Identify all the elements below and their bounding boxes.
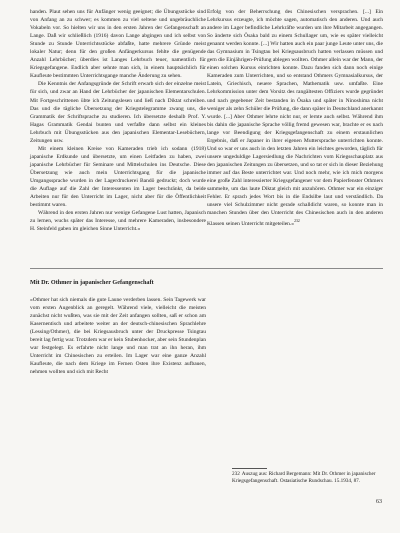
section-heading: Mit Dr. Othmer in japanischer Gefangenschaft	[30, 279, 154, 286]
paragraph: handen. Plaut sehen uns für Anfänger wenig geeignet; die Übungsstücke sind von Anfang an zu schwer; es kommen zu viel seltene und ungebräuchliche Vokabeln vor. So hielten wir uns in den ersten Jahren der Gefangenschaft an Lange. Daß wir schließlich (1916) davon Lange abgingen und ich selbst von Stunde zu Stunde Unterrichtsstücke abfaßte, hatte mehrere Gründe meist lokaler Natur; denn für den großen Anfängerkursus fehlte die genügende Anzahl Lehrbücher; überdies ist Langes Lehrbuch teuer, namentlich für Kriegsgefangene. Endlich aber sehnte man sich, in einem hauptsächlich für Kaufleute bestimmten Unterrichtsgange manche Änderung zu sehen.	[30, 9, 206, 80]
right-text-column	[207, 8, 383, 228]
footnote-marker: 232	[294, 219, 300, 224]
footnote-rule	[232, 468, 267, 469]
paragraph: Die Kenntnis der Anfangsgründe der Schrift erwarb sich der einzelne meist für sich, und zwar an Hand der Lehrbücher der japanischen Elementarschulen. Mit Fortgeschrittenen übte ich Zeitungslesen und ließ nach Diktat schreiben. Das und die tägliche Übersetzung der Kriegstelegramme zwang uns, die Grammatik der Schriftsprache zu studieren. Ich übersetzte deshalb Prof. Y. Hagas Grammatik Gendai bunten und verfaßte dann selbst ein kleines Lehrbuch mit Übungsstücken aus den japanischen Elementar-Lesebüchern, Zeitungen usw.	[30, 81, 206, 144]
paragraph	[207, 8, 383, 228]
section-text-column	[30, 296, 206, 376]
footnote	[232, 471, 383, 485]
quote-text: Erfolg von der Beherrschung des Chinesischen versprachen. [...] Ein Lehrkursus erzeugte, ich möchte sagen, automatisch den anderen. Und auch andere im Lager befindliche Lehrkräfte wurden um ihre Mitarbeit angegangen. So änderte sich Ōsaka bald zu einem Schullager um, wie es später vielleicht genannt werden konnte. [...] Wir hatten auch ein paar junge Leute unter uns, die das Gymnasium in Tsingtau bei Kriegsausbruch hatten verlassen müssen und gern die Einjährigen-Prüfung ablegen wollten. Othmer allein war der Mann, der einen solchen Kursus einrichten konnte. Dazu fanden sich dann noch einige Kameraden zum Unterrichten, und so entstand Othmers Gymnasialkursus, der Latein, Griechisch, neuere Sprachen, Mathematik usw. umfaßte. Eine Lehrkommission unter dem Vorsitz des rangältesten Offiziers wurde gegründet und nach gegebener Zeit bestanden in Ōsaka und später in Ninoshima nicht weniger als zehn Schüler die Prüfung, die dann später in Deutschland anerkannt wurde. [...] Aber Othmer lehrte nicht nur, er lernte auch selbst. Während ihm bis dahin die japanische Sprache völlig fremd gewesen war, brachte er es nach lange vor Beendigung der Kriegsgefangenschaft zu einem erstaunlichen Ergebnis, daß er Japaner in ihrer eigenen Muttersprache unterrichten konnte. Und so war er uns auch in den letzten Jahren ein leichtes geworden, täglich für unsere ungeduldige Lagersiedlung die Nachrichten vom Kriegsschauplatz aus den japanischen Zeitungen zu übersetzen, und so tat er sich in dieser Beziehung immer auf das Beste unterrichtet war. Und noch mehr, wie ich mich morgens eine große Zahl interessierter Kriegsgefangener vor dem Papierfenster Othmers sammelte, um das laute Diktat gleich mit anzuhören. Othmer war ein einziger Fehler. Er sprach jedes Wort bis in die Endsilbe laut und verständlich. Da unsere viel Schulzimmer nicht gerade schalldicht waren, so konnte man in manchen Stunden über den Unterricht des Chinesischen auch in den anderen Klassen seinen Unterricht mitgeteilen.»	[207, 9, 383, 228]
left-text-column	[30, 8, 206, 233]
section-divider	[30, 268, 383, 269]
paragraph: Während in den ersten Jahren nur wenige Gefangene Lust hatten, Japanisch zu lernen, wuchs später das Interesse, und mehrere Kameraden, insbesondere H. Steinfeld gaben im gleichen Sinne Unterricht.»	[30, 210, 206, 233]
page-number: 63	[376, 499, 382, 505]
footnote-text: Auszug aus: Richard Bergemann: Mit Dr. Othmer in japanischer Kriegsgefangenschaft. Ostasiatische Rundschau. 15.1934, 87.	[232, 471, 376, 485]
footnote-number: 232	[232, 471, 240, 477]
paragraph: Mit einem kleinen Kreise von Kameraden trieb ich sodann (1918) japanische Erdkunde und übersetzte, um einen Leitfaden zu haben, zwei japanische Lehrbücher für Seminare und Mittelschulen ins Deutsche. Diese Übersetzung wie auch mein Unterrichtsgang für die japanische Umgangssprache wurden in der Lagerdruckerei Bandō gedruckt; doch wurde die Auflage auf die Zahl der Interessenten im Lager beschränkt, da beide Arbeiten nur für den Unterricht im Lager, nicht aber für die Öffentlichkeit bestimmt waren.	[30, 145, 206, 209]
paragraph: «Othmer hat sich niemals die gute Laune verderben lassen. Sein Tagewerk war vom ersten Augenblick an geregelt. Während viele, vielleicht die meisten zunächst nicht wußten, was sie mit der Zeit anfangen sollten, saß er schon am Kasernentisch und arbeitete weiter an der deutsch-chinesischen Sprachlehre (Lessing/Othmer), die bei Kriegsausbruch unter der Druckpresse Tsingtau bereit lag fertig war. Trotzdem war er kein Stubenhocker, aber sein Stundenplan war festgelegt. Es erfahrte nicht lange und man trat an ihn heran, ihm Unterricht im Chinesischen zu erteilen. Im Lager war eine ganze Anzahl Kaufleute, die nach dem Kriege im Fernen Osten ihre Existenz aufbauen, nehmen wollten und sich mit Recht	[30, 297, 206, 376]
